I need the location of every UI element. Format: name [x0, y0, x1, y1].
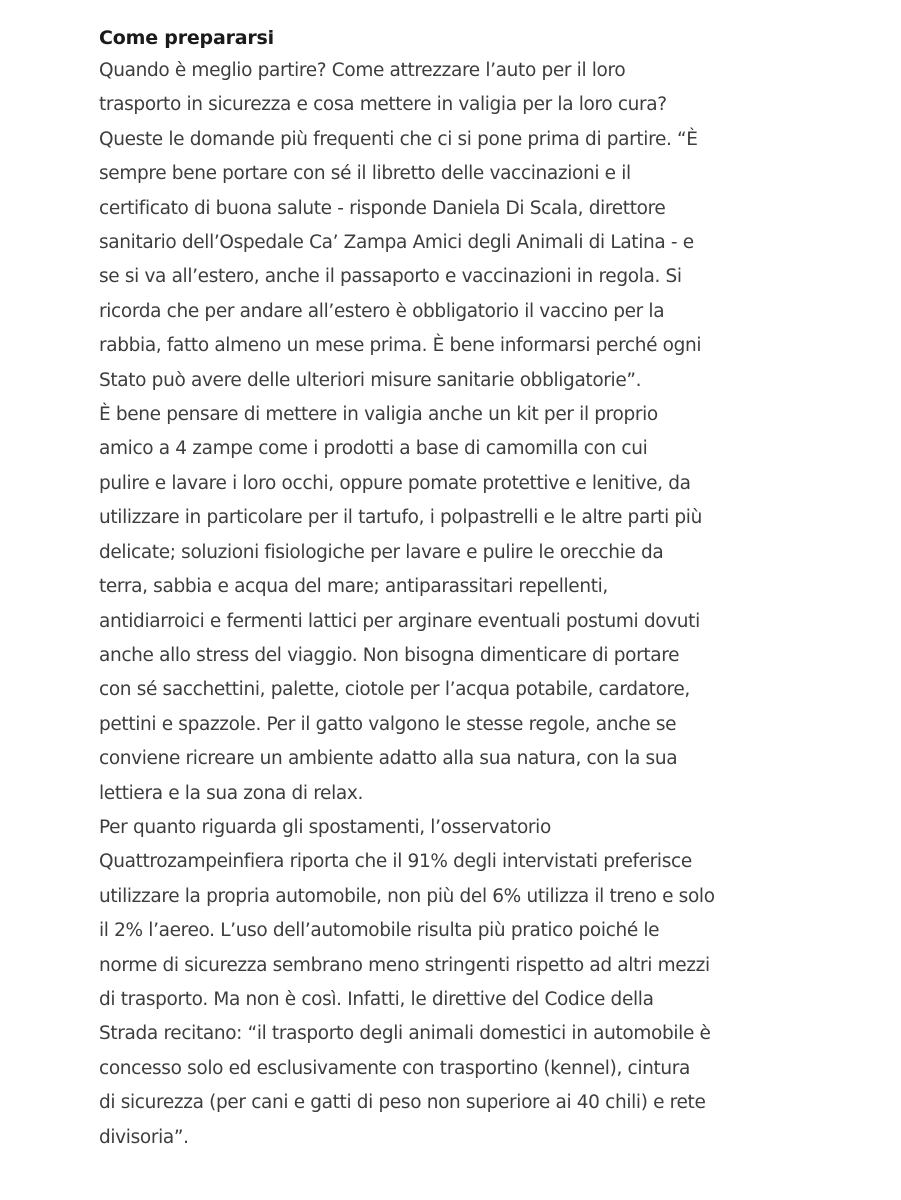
text-line: Quando è meglio partire? Come attrezzare l’auto per il loro — [99, 60, 626, 81]
text-line: di trasporto. Ma non è così. Infatti, le direttive del Codice della — [99, 988, 654, 1010]
paragraph-travel-kit — [99, 398, 859, 811]
text-line: ricorda che per andare all’estero è obbligatorio il vaccino per la — [99, 300, 665, 322]
text-line: Per quanto riguarda gli spostamenti, l’osservatorio — [99, 816, 551, 838]
text-line: anche allo stress del viaggio. Non bisogna dimenticare di portare — [99, 644, 680, 666]
text-line: Queste le domande più frequenti che ci si pone prima di partire. “È — [99, 128, 698, 150]
text-line: Strada recitano: “il trasporto degli animali domestici in automobile è — [99, 1023, 711, 1045]
text-line: utilizzare la propria automobile, non più del 6% utilizza il treno e solo — [99, 885, 715, 907]
text-line: Quattrozampeinfiera riporta che il 91% degli intervistati preferisce — [99, 851, 692, 873]
text-line: amico a 4 zampe come i prodotti a base di camomilla con cui — [99, 438, 648, 460]
text-line: Stato può avere delle ulteriori misure sanitarie obbligatorie”. — [99, 369, 642, 391]
text-line: pulire e lavare i loro occhi, oppure pomate protettive e lenitive, da — [99, 472, 691, 494]
text-line: utilizzare in particolare per il tartufo, i polpastrelli e le altre parti più — [99, 507, 702, 529]
text-line: terra, sabbia e acqua del mare; antiparassitari repellenti, — [99, 576, 608, 598]
text-line: certificato di buona salute - risponde Daniela Di Scala, direttore — [99, 197, 666, 219]
text-line: trasporto in sicurezza e cosa mettere in valigia per la loro cura? — [99, 94, 667, 116]
section-heading: Come prepararsi — [99, 27, 274, 49]
text-line: se si va all’estero, anche il passaporto e vaccinazioni in regola. Si — [99, 266, 682, 288]
text-line: sempre bene portare con sé il libretto delle vaccinazioni e il — [99, 163, 631, 185]
paragraph-preparation — [99, 54, 859, 398]
paragraph-transport — [99, 811, 859, 1155]
article-body — [99, 24, 859, 1155]
text-line: È bene pensare di mettere in valigia anche un kit per il proprio — [99, 404, 658, 426]
text-line: sanitario dell’Ospedale Ca’ Zampa Amici degli Animali di Latina - e — [99, 232, 694, 254]
text-line: antidiarroici e fermenti lattici per arginare eventuali postumi dovuti — [99, 610, 700, 632]
text-line: pettini e spazzole. Per il gatto valgono le stesse regole, anche se — [99, 713, 677, 735]
text-line: delicate; soluzioni fisiologiche per lavare e pulire le orecchie da — [99, 541, 664, 563]
text-line: norme di sicurezza sembrano meno stringenti rispetto ad altri mezzi — [99, 954, 710, 976]
text-line: il 2% l’aereo. L’uso dell’automobile risulta più pratico poiché le — [99, 920, 660, 942]
text-line: divisoria”. — [99, 1126, 189, 1148]
text-line: lettiera e la sua zona di relax. — [99, 782, 363, 804]
text-line: rabbia, fatto almeno un mese prima. È bene informarsi perché ogni — [99, 335, 702, 357]
text-line: concesso solo ed esclusivamente con trasportino (kennel), cintura — [99, 1057, 691, 1079]
text-line: con sé sacchettini, palette, ciotole per l’acqua potabile, cardatore, — [99, 679, 690, 701]
text-line: di sicurezza (per cani e gatti di peso non superiore ai 40 chili) e rete — [99, 1092, 706, 1114]
text-line: conviene ricreare un ambiente adatto alla sua natura, con la sua — [99, 748, 678, 770]
